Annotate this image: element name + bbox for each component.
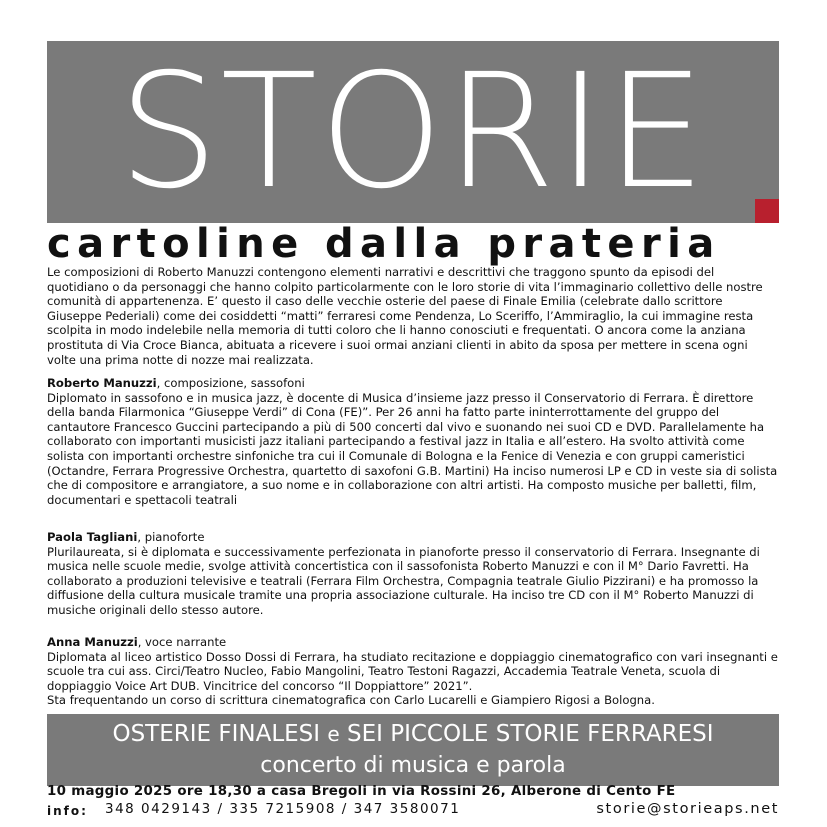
bio-heading — [47, 376, 779, 391]
phone-numbers: 348 0429143 / 335 7215908 / 347 3580071 — [105, 801, 461, 817]
red-accent-square — [755, 199, 779, 223]
bio-heading — [47, 530, 779, 545]
bio-roberto-manuzzi — [47, 376, 779, 507]
bio-role: , pianoforte — [137, 530, 205, 544]
event-title-part1: OSTERIE FINALESI — [112, 721, 321, 747]
bio-text-extra: Sta frequentando un corso di scrittura cinematografica con Carlo Lucarelli e Giampiero Rigosi a Bologna. — [47, 693, 655, 708]
email-address: storie@storieaps.net — [596, 801, 779, 817]
bio-name: Paola Tagliani — [47, 530, 138, 544]
main-title: STORIE — [118, 41, 708, 223]
bio-heading — [47, 635, 779, 650]
intro-text: Le composizioni di Roberto Manuzzi contengono elementi narrativi e descrittivi che traggono spunto da episodi del quotidiano o da personaggi che hanno colpito particolarmente con le loro storie di vita l’immaginario collettivo delle nostre comunità di appartenenza. E’ questo il caso delle vecchie osterie del paese di Finale Emilia (celebrate dallo scrittore Giuseppe Pederiali) come dei cosiddetti “matti” ferraresi come Pendenza, Lo Sceriffo, l’Ammiraglio, la cui immagine resta scolpita in modo indelebile nella memoria di tutti coloro che li hanno conosciuti e frequentati. O ancora come la anziana prostituta di Via Croce Bianca, abituata a ricevere i suoi ormai anziani clienti in abito da sposa per mettere in scena ogni volte una prima notte di nozze mai realizzata. — [47, 265, 763, 367]
event-title-connector: e — [327, 722, 340, 746]
event-title — [47, 717, 779, 751]
event-banner — [47, 714, 779, 786]
bio-text: Diplomato in sassofono e in musica jazz, è docente di Musica d’insieme jazz presso il Conservatorio di Ferrara. È direttore della banda Filarmonica “Giuseppe Verdi” di Cona (FE)”. Per 26 anni ha fatto parte ininterrottamente del gruppo del cantautore Francesco Guccini partecipando a più di 500 concerti dal vivo e suonando nei suoi CD e DVD. Parallelamente ha collaborato con importanti musicisti jazz italiani partecipando a festival jazz in Italia e all’estero. Ha svolto attività come solista con importanti orchestre sinfoniche tra cui il Comunale di Bologna e la Fenice di Venezia e con gruppi cameristici (Octandre, Ferrara Progressive Orchestra, quartetto di saxofoni G.B. Martini) Ha inciso numerosi LP e CD in veste sia di solista che di compositore e arrangiatore, a suo nome e in collaborazione con altri artisti. Ha composto musiche per balletti, film, documentari e spettacoli teatrali — [47, 390, 778, 507]
subtitle: cartoline dalla prateria — [47, 221, 721, 267]
header-banner — [47, 41, 779, 223]
bio-name: Anna Manuzzi — [47, 635, 138, 649]
info-label: info: — [47, 804, 88, 818]
bio-anna-manuzzi — [47, 635, 779, 708]
event-date-location: 10 maggio 2025 ore 18,30 a casa Bregoli in via Rossini 26, Alberone di Cento FE — [47, 784, 676, 799]
bio-role: , composizione, sassofoni — [156, 376, 305, 390]
bio-text: Plurilaureata, si è diplomata e successivamente perfezionata in pianoforte presso il conservatorio di Ferrara. Insegnante di musica nelle scuole medie, svolge attività concertistica con il sassofonista Roberto Manuzzi e con il M° Dario Favretti. Ha collaborato a produzioni televisive e teatrali (Ferrara Film Orchestra, Compagnia teatrale Giulio Pizzirani) e ha promosso la diffusione della cultura musicale tramite una propria associazione culturale. Ha inciso tre CD con il M° Roberto Manuzzi di musiche originali dello stesso autore. — [47, 544, 760, 617]
event-subtitle: concerto di musica e parola — [260, 753, 566, 778]
contact-line — [47, 801, 779, 821]
bio-role: , voce narrante — [137, 635, 227, 649]
bio-text: Diplomata al liceo artistico Dosso Dossi di Ferrara, ha studiato recitazione e doppiaggio cinematografico con vari insegnanti e scuole tra cui ass. Circi/Teatro Nucleo, Fabio Mangolini, Teatro Testoni Ragazzi, Accademia Teatrale Veneta, scuola di doppiaggio Voice Art DUB. Vincitrice del concorso “Il Doppiattore” 2021”. — [47, 649, 778, 693]
bio-paola-tagliani — [47, 530, 779, 618]
event-title-part2: SEI PICCOLE STORIE FERRARESI — [346, 721, 714, 747]
bio-name: Roberto Manuzzi — [47, 376, 157, 390]
intro-paragraph — [47, 265, 779, 367]
